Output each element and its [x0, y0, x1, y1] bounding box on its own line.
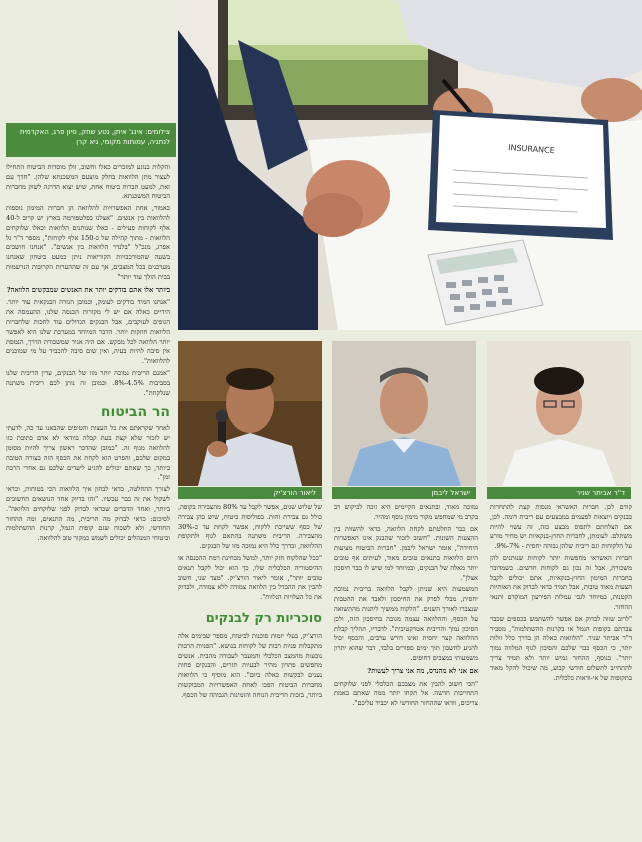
- middle-paragraph: אם כבר החלטתם לקחת הלוואה, כדאי להשוות בין ההצעות השונות. "חשוב לזכור שהבנק אינו האפשרות היחידה", אומר ישראל ליבמן. "חברות הביטוח מציעות היום הלוואות בתנאים טובים מאוד, לעיתים אף טובים יותר מאלה של הבנקים, ובמיוחד למי שיש לו כבר חיסכון אצלן".: [334, 524, 478, 582]
- portrait-shnir: [487, 341, 631, 486]
- middle-paragraph: נמוכה מאוד, ובתנאים הקיימים היא זוכה לביקוש רב בקרב מי שמחפש מקור מימון נוסף ומהיר.: [334, 503, 478, 521]
- right-paragraph: קודם לכן. חברות האשראי מנסות קצת להתחרות בבנקים ויוצאות לפעמים במבצעים עם ריבית דומה. לכן, אם הצלחתם לתפוס מבצע כזה, זה עשוי להיות משתלם. לעומתן, לחברות החוץ-בנקאיות יש מחיר מורע על הלקוחות וגם ריבית שלהן גבוהה יחסית - 7%-9%.: [490, 503, 632, 551]
- middle-paragraph: "הכי חשוב להבין את מצבכם הכלכלי לפני שלוקחים התחייבות חדשה. אל תקחו יותר ממה שאתם באמת צריכים, וודאו שההחזר החודשי לא יכביד עליכם".: [334, 679, 478, 708]
- hero-illustration: [178, 0, 642, 330]
- left-subheading: ביותר אלו אתם בודקים יותר את האנשים שמבקשים הלוואה?: [6, 285, 170, 294]
- photo-credit-box: [6, 123, 176, 157]
- column-right: [490, 503, 632, 839]
- right-paragraph: "לרוב שווה לבדוק אם אפשר להשתמש בכספים שכבר צברתם בקופות הגמל או בקרנות ההשתלמות", מסביר ד"ר אביתר שניר. "הלוואות כאלה הן בדרך כלל זולות יותר, כי הכסף כבר שלכם והסיכון לגוף המלווה נמוך יותר". בנוסף, ההחזר גמיש יותר ולא תמיד צריך להתחייב לתשלום חודשי קבוע, מה שיכול להקל מאוד בתקופות של אי-ודאות כלכלית.: [490, 614, 632, 682]
- photo-credit: צילומים: אינג' איתן, נטע שחק, סיון פרג, האקדמית לנתניה, עמותות מקומי, גיא קרן: [19, 128, 170, 146]
- middle-paragraph: המשמעות היא שניתן לקבל הלוואה בריבית נמוכה יחסית, מבלי לפרק את החיסכון ולאבד את ההטבות שנצברו לאורך השנים. "הלקוח ממשיך ליהנות מהתשואה על הכסף, וההלוואה עצמה מגובה בחיסכון הזה, ולכן הסיכון נמוך והריבית אטרקטיבית". לדבריו, תהליך קבלת ההלוואה קצר יחסית ואינו דורש ערבים, והכסף יכול להגיע לחשבון תוך ימים ספורים בלבד, דבר שהוא יתרון משמעותי במצבים דחופים.: [334, 585, 478, 662]
- left-col-paragraph: הורצ'יק, בעלי יזמות סוכנות לביטוח, מספר שבימים אלה מתקבלות פניות רבות של לקוחות בנושא. "הפניות הרבות נובעות מהמצב הכלכלי והמעבר לעבודה מהבית. אנשים מחפשים פתרון מהיר לבעיות תזרים, והבנקים פחות נענים לבקשות כאלה כיום". הוא מוסיף כי הלוואות מחברות הביטוח הפכו לאחת האפשרויות המבוקשות ביותר, בזכות הריבית הנוחה והזמינות הגבוהה של הכסף.: [178, 631, 322, 699]
- section-heading-sweets: סוכריות רק לבנקים: [205, 610, 322, 626]
- form-title: INSURANCE: [507, 143, 555, 156]
- column-middle: [334, 503, 478, 839]
- column-left: [178, 503, 322, 839]
- left-paragraph: "אנחנו המיד בודקים לעומק, וכמובן הגזרה הבנקאית עוד יותר. הידיים כאלה אם יש לי מקורות הכנסה שלנו, ההעמסה את הגופים לעוקבים, אבל הבנקים הגדולים עוד לחכות שלחברות הלוואות חוזקות יותר. הדבר המיוחד במערכת שלנו היא לאפשר יותר הלוואה לכל מבקש. אם היה אגיד שמשכורת הדרך, הנמסת אין סיבה להיות בעיה, ואין שום סיבה להכביד על מי שמוכנים להלוואות".: [6, 298, 170, 366]
- middle-subheading: אם אני לא מהנדס, מה אני צריך לעשות?: [367, 666, 478, 675]
- left-col-paragraph: של שלוש שנים, אפשר לקבל עד 80% מהצבירה בקופה, כולל גם צבירת זהות. בפוליסות ביטוח, שיש בהן צבירה של כסף ששייכת ללקוח, אפשר לקחת עד כ-30% מהצבירה. הריבית משתנה בהתאם לגוף ולתקופת ההלוואה, ובדרך כלל היא נמוכה מזו של הבנקים.: [178, 503, 322, 551]
- caption-libman: ישראל ליבמן: [332, 487, 476, 499]
- left-paragraph: לצורך ההחלטה, כדאי לבחון איך הלוואות הכי בטוחות, וכדאי לשקול את זה כבר עכשיו. "זהו בדיוק אחד הנושאים החשובים ביותר, ואחד הדברים שכדאי לבדוק לפני שלוקחים הלוואה". לסיכום: כדאי לבדוק מה הריבית, מה התנאים, ומה ההחזר החודשי, ולא לשכוח שגם קופות הגמל, קרנות ההשתלמות וביטוחי המנהלים יכולים לשמש כמקור טוב להלוואה.: [6, 485, 170, 543]
- portrait-libman: [332, 341, 476, 486]
- caption-horchik: ליאור הורצ'יק: [178, 487, 322, 499]
- left-paragraph: והקלות בנוגע למזכרים כאלו וחשוב, זולן מוסדות הביטוח התחילו לעצור מתן הלוואות בחלק מוצעם המשכנתא שלהן. "חדך עם זאת, למעט חברות ביטוח אחת, שיש יצוא הדרגה לשוק מחברות הביטוח המשכנתא.: [6, 163, 170, 201]
- right-paragraph: חברות האשראי מחפשות יותר לקוחות שנותנים להן משכורת, אבל זה נכון גם לקוחות חדשים. כשמדובר בחברות המימון החוץ-בנקאיות, אתם יכולים לקבל הצעות מאוד טובות, אבל תמיד כדאי לבדוק את האותיות הקטנות, במיוחד לגבי עמלות הפירעון המוקדם ותנאי ההחזר.: [490, 553, 632, 611]
- left-paragraph: כאמור, אחת האפשרויות להלוואה הן חברות המימון נוספות להלוואות בין אנשים. "אצלנו בפלטפורמה בארץ יש קרוב ל-40 אלף לקוחות פעילים - כאלו שנותנים הלוואות וכאלו שלוקחים הלוואות - מתוך קהילה של כ-150 אלף לקוחות", מספר ד"ר גל אפרג, מנכ"ל "בלנדר הלוואות בין אנשים". "אנחנו חושבים בשעה שהמורכבויות הקוריאות ניתן כמעט ביטחון שאנחנו מעדכנים בכל המצבים, אך עם זה שההערות הקרובות הנרשמות בבית הולך עוד יותר": [6, 204, 170, 281]
- left-column: [6, 163, 170, 838]
- left-col-paragraph: "ככל שהלקוח חזק יותר, למשל מבחינת רמת ההכנסה או ההיסטוריה הכלכלית שלו, כך הוא יכול לקבל תנאים טובים יותר", אומר ליאור הורצ'יק. "מצד שני, חשוב להבין את ההבדל בין הלוואה צמודה ללא צמודה, ולבדוק את כל העלויות הנלוות".: [178, 553, 322, 602]
- hero-photo: [178, 0, 642, 330]
- left-paragraph: "אמנם הריבית נמוכה יותר מזו של הבנקים, עדין הריבית שלנו בסביבות 4.5%-8%. וכמובן זה נותן לכם ריבית משתנה שנלקחת".: [6, 368, 170, 397]
- left-paragraph: לאחר שקראתם את כל העצות והטיפים שהבאנו עד כה, לדעתי יש לזכור שלא קצת בעת קבלה בוודאי לא אדם כתובת כזו להלוואה מגוף זה. "כמובן שהדבר ראשון צריך להיות מסומן במקום שלכם, והפרט הוא לקחת את הכסף הזה בצורה הטובה ביותר, כך שאתם יכולים להגיע ליעדים שלכם גם אחרי הרבה זמן".: [6, 424, 170, 482]
- caption-shnir: ד"ר אביתר שניר: [487, 487, 631, 499]
- section-heading-insurance: הר הביטוח: [100, 404, 170, 421]
- portrait-horchik: [178, 341, 322, 486]
